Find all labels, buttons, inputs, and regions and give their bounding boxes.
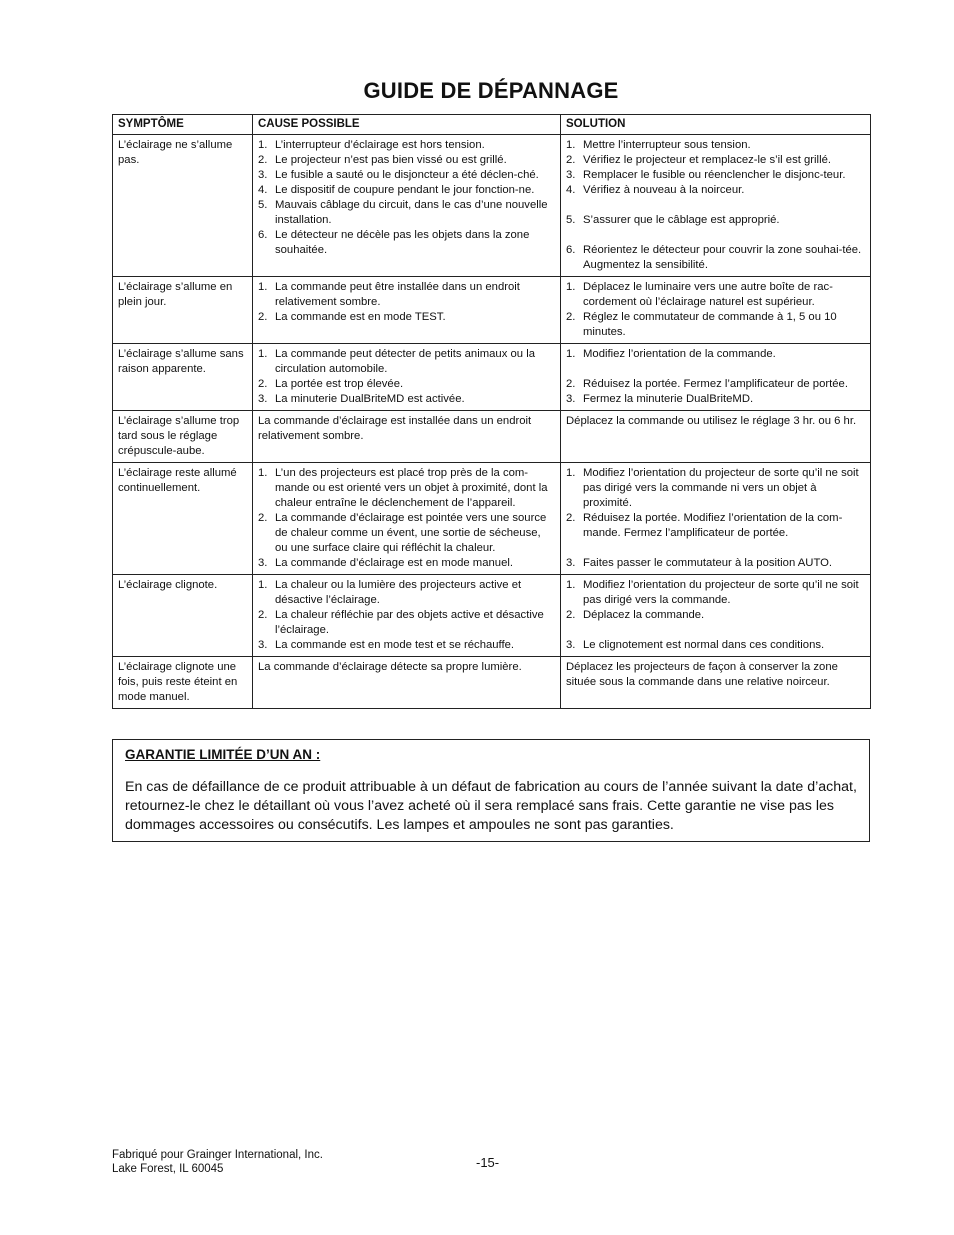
- table-row: [113, 411, 871, 463]
- list-item: 4. Vérifiez à nouveau à la noirceur.: [566, 184, 745, 196]
- list-item: 2. La commande d’éclairage est pointée vers une source de chaleur comme un évent, une sortie de sécheuse, ou une surface claire qui réfléchit la chaleur.: [258, 512, 547, 554]
- list-item: 6. Réorientez le détecteur pour couvrir la zone souhai-tée. Augmentez la sensibilité.: [566, 244, 862, 271]
- cause-cell: [253, 135, 561, 277]
- manufacturer-line: Fabriqué pour Grainger International, Inc.: [112, 1149, 323, 1161]
- list-item: 1. Modifiez l’orientation du projecteur de sorte qu’il ne soit pas dirigé vers la commande.: [566, 579, 859, 606]
- warranty-text: En cas de défaillance de ce produit attribuable à un défaut de fabrication au cours de l’année suivant la date d’achat, retournez-le chez le détaillant où vous l’avez acheté où il sera remplacé sans frais. Cette garantie ne vise pas les dommages accessoires ou consécutifs. Les lampes et ampoules ne sont pas garanties.: [125, 779, 857, 833]
- list-item: 1. L’interrupteur d’éclairage est hors tension.: [258, 139, 485, 151]
- list-item: 2. Vérifiez le projecteur et remplacez-le s’il est grillé.: [566, 154, 831, 166]
- list-item: 2. Réduisez la portée. Fermez l’amplificateur de portée.: [566, 378, 848, 390]
- symptom-cell: L’éclairage clignote.: [113, 575, 253, 657]
- list-item: 2. Le projecteur n’est pas bien vissé ou est grillé.: [258, 154, 507, 166]
- header-symptom: SYMPTÔME: [113, 115, 253, 135]
- list-item: 2. Déplacez la commande.: [566, 609, 705, 621]
- list-item: 5. S’assurer que le câblage est approprié.: [566, 214, 780, 226]
- symptom-cell: L’éclairage clignote une fois, puis reste éteint en mode manuel.: [113, 657, 253, 709]
- list-item: 1. L’un des projecteurs est placé trop près de la com-mande ou est orienté vers un objet à proximité, dont la chaleur entraîne le déclenchement de l’appareil.: [258, 467, 548, 509]
- table-row: [113, 463, 871, 575]
- list-item: 1. Déplacez le luminaire vers une autre boîte de rac-cordement où l’éclairage naturel est supérieur.: [566, 281, 833, 308]
- symptom-cell: L’éclairage s’allume trop tard sous le réglage crépuscule-aube.: [113, 411, 253, 463]
- cause-cell: [253, 575, 561, 657]
- list-item: 2. La commande est en mode TEST.: [258, 311, 446, 323]
- list-item: 6. Le détecteur ne décèle pas les objets dans la zone souhaitée.: [258, 229, 530, 256]
- solution-cell: Déplacez les projecteurs de façon à conserver la zone située sous la commande dans une relative noirceur.: [561, 657, 871, 709]
- symptom-cell: L’éclairage reste allumé continuellement.: [113, 463, 253, 575]
- list-item: 1. Modifiez l’orientation du projecteur de sorte qu’il ne soit pas dirigé vers la commande ni vers un objet à proximité.: [566, 467, 859, 509]
- list-item: 1. La commande peut détecter de petits animaux ou la circulation automobile.: [258, 348, 535, 375]
- list-item: 2. Réglez le commutateur de commande à 1, 5 ou 10 minutes.: [566, 311, 837, 338]
- table-header-row: [113, 115, 871, 135]
- symptom-cell: L’éclairage s’allume sans raison apparente.: [113, 344, 253, 411]
- cause-cell: La commande d’éclairage est installée dans un endroit relativement sombre.: [253, 411, 561, 463]
- cause-cell: [253, 277, 561, 344]
- solution-cell: [561, 575, 871, 657]
- list-item: 5. Mauvais câblage du circuit, dans le cas d’une nouvelle installation.: [258, 199, 548, 226]
- list-item: 3. La minuterie DualBriteMD est activée.: [258, 393, 465, 405]
- table-row: [113, 657, 871, 709]
- solution-cell: [561, 463, 871, 575]
- solution-cell: Déplacez la commande ou utilisez le réglage 3 hr. ou 6 hr.: [561, 411, 871, 463]
- page-title: GUIDE DE DÉPANNAGE: [363, 78, 619, 103]
- page-number: -15-: [476, 1155, 500, 1170]
- solution-cell: [561, 344, 871, 411]
- list-item: 2. La portée est trop élevée.: [258, 378, 404, 390]
- list-item: 3. Fermez la minuterie DualBriteMD.: [566, 393, 754, 405]
- list-item: 3. Faites passer le commutateur à la position AUTO.: [566, 557, 833, 569]
- table-row: [113, 344, 871, 411]
- list-item: 3. Remplacer le fusible ou réenclencher le disjonc-teur.: [566, 169, 846, 181]
- list-item: 4. Le dispositif de coupure pendant le jour fonction-ne.: [258, 184, 535, 196]
- list-item: 3. Le clignotement est normal dans ces conditions.: [566, 639, 825, 651]
- list-item: 3. La commande d’éclairage est en mode manuel.: [258, 557, 514, 569]
- manufacturer-info: [112, 1148, 323, 1176]
- symptom-cell: L’éclairage ne s’allume pas.: [113, 135, 253, 277]
- solution-cell: [561, 277, 871, 344]
- cause-cell: La commande d’éclairage détecte sa propre lumière.: [253, 657, 561, 709]
- symptom-cell: L’éclairage s’allume en plein jour.: [113, 277, 253, 344]
- list-item: 2. La chaleur réfléchie par des objets active et désactive l’éclairage.: [258, 609, 544, 636]
- cause-cell: [253, 463, 561, 575]
- warranty-heading: GARANTIE LIMITÉE D’UN AN :: [125, 747, 321, 762]
- list-item: 3. La commande est en mode test et se réchauffe.: [258, 639, 515, 651]
- list-item: 1. Modifiez l’orientation de la commande.: [566, 348, 776, 360]
- table-row: [113, 575, 871, 657]
- list-item: 1. Mettre l’interrupteur sous tension.: [566, 139, 751, 151]
- warranty-box: [112, 739, 870, 842]
- header-cause: CAUSE POSSIBLE: [253, 115, 561, 135]
- list-item: 2. Réduisez la portée. Modifiez l’orientation de la com-mande. Fermez l’amplificateur de portée.: [566, 512, 843, 539]
- table-row: [113, 277, 871, 344]
- list-item: 3. Le fusible a sauté ou le disjoncteur a été déclen-ché.: [258, 169, 539, 181]
- list-item: 1. La commande peut être installée dans un endroit relativement sombre.: [258, 281, 520, 308]
- address-line: Lake Forest, IL 60045: [112, 1163, 224, 1175]
- list-item: 1. La chaleur ou la lumière des projecteurs active et désactive l’éclairage.: [258, 579, 522, 606]
- header-solution: SOLUTION: [561, 115, 871, 135]
- troubleshooting-table: [112, 114, 871, 709]
- solution-cell: [561, 135, 871, 277]
- table-row: [113, 135, 871, 277]
- cause-cell: [253, 344, 561, 411]
